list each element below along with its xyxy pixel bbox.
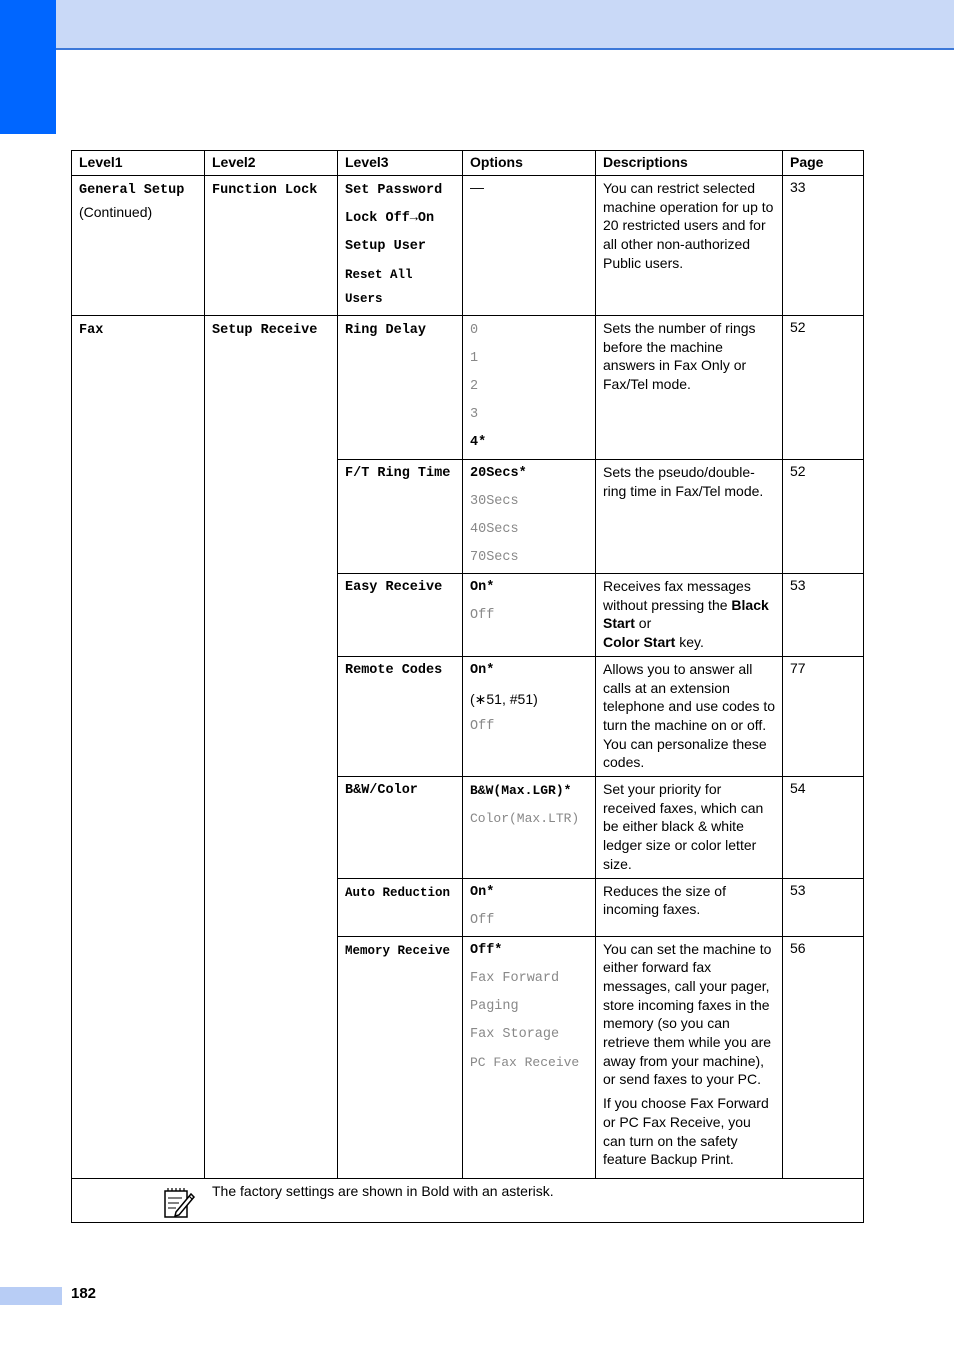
level3-item: Reset All Users (345, 268, 413, 306)
level2-cell (205, 316, 338, 1179)
level2-setup-receive: Setup Receive (212, 323, 318, 338)
description-cell: Sets the pseudo/double-ring time in Fax/Tel mode. (596, 460, 783, 574)
level3-cell (338, 316, 463, 460)
key-black-start: Black Start (603, 596, 769, 632)
level1-continued: (Continued) (79, 204, 153, 220)
option-default: Off* (470, 942, 503, 958)
header-descriptions: Descriptions (596, 151, 783, 176)
description-cell: You can restrict selected machine operation for up to 20 restricted users and for all other non-authorized Public users. (596, 176, 783, 316)
table-row (72, 316, 864, 460)
option-item: 3 (470, 407, 479, 422)
level3-easy-receive: Easy Receive (345, 580, 443, 595)
note-row (72, 1178, 864, 1222)
description-cell (596, 936, 783, 1178)
description-paragraph: You can set the machine to either forward fax messages, call your pager, store incoming faxes in the memory (so you can retrieve them while you are away from your machine), or send faxes to your PC. (603, 940, 772, 1088)
header-band (56, 0, 954, 50)
note-pencil-icon (162, 1185, 196, 1219)
description-cell: Sets the number of rings before the machine answers in Fax Only or Fax/Tel mode. (596, 316, 783, 460)
table-row (72, 176, 864, 316)
level1-cell (72, 316, 205, 1179)
table-header (72, 151, 864, 176)
options-cell (463, 316, 596, 460)
key-color-start: Color Start (603, 634, 676, 651)
option-default: B&W(Max.LGR)* (470, 783, 572, 799)
options-cell (463, 460, 596, 574)
option-item: Color(Max.LTR) (470, 811, 580, 827)
option-item: PC Fax Receive (470, 1054, 580, 1070)
option-item: Off (470, 912, 495, 928)
level1-cell (72, 176, 205, 316)
option-default: 4* (470, 435, 487, 450)
options-dash: — (470, 179, 484, 195)
settings-table (71, 150, 864, 1223)
level2-function-lock: Function Lock (212, 183, 318, 198)
option-item: 40Secs (470, 522, 519, 537)
option-item: 0 (470, 323, 479, 338)
header-options: Options (463, 151, 596, 176)
description-text: key. (679, 634, 704, 651)
level3-cell (338, 574, 463, 657)
level3-cell (338, 656, 463, 776)
description-paragraph: If you choose Fax Forward or PC Fax Receive, you can turn on the safety feature Backup Print. (603, 1095, 769, 1168)
option-default: On* (470, 662, 495, 678)
level3-cell (338, 878, 463, 936)
page-cell: 53 (783, 574, 864, 657)
option-item: 30Secs (470, 494, 519, 509)
page-cell: 52 (783, 316, 864, 460)
page-cell: 53 (783, 878, 864, 936)
note-text: The factory settings are shown in Bold with an asterisk. (212, 1182, 554, 1199)
level3-item: Lock Off→On (345, 211, 435, 226)
options-cell (463, 878, 596, 936)
page-number-tab (0, 1287, 62, 1305)
page-cell: 54 (783, 777, 864, 879)
description-cell: Reduces the size of incoming faxes. (596, 878, 783, 936)
options-cell (463, 656, 596, 776)
option-item: 70Secs (470, 550, 519, 565)
description-text: Receives fax messages without pressing the (603, 578, 751, 613)
level3-memory-receive: Memory Receive (345, 943, 451, 958)
level1-fax: Fax (79, 323, 104, 338)
description-cell (596, 574, 783, 657)
options-cell (463, 777, 596, 879)
level3-bw-color: B&W/Color (345, 783, 418, 799)
level3-cell (338, 777, 463, 879)
option-item: 1 (470, 351, 479, 366)
option-default: On* (470, 884, 495, 900)
header-level2: Level2 (205, 151, 338, 176)
option-default: On* (470, 580, 495, 595)
level3-item: Setup User (345, 239, 427, 254)
option-default: 20Secs* (470, 466, 527, 481)
chapter-tab (0, 0, 56, 134)
option-item: Off (470, 608, 495, 623)
option-item: 2 (470, 379, 479, 394)
option-item: Fax Storage (470, 1026, 560, 1042)
level3-ring-delay: Ring Delay (345, 323, 427, 338)
header-level1: Level1 (72, 151, 205, 176)
level3-remote-codes: Remote Codes (345, 662, 443, 678)
level3-cell (338, 936, 463, 1178)
level2-cell (205, 176, 338, 316)
level3-cell (338, 460, 463, 574)
page-cell: 33 (783, 176, 864, 316)
description-cell: Set your priority for received faxes, which can be either black & white ledger size or color letter size. (596, 777, 783, 879)
level3-item: Set Password (345, 183, 443, 198)
options-cell (463, 936, 596, 1178)
option-item: Off (470, 718, 495, 734)
level3-ft-ring-time: F/T Ring Time (345, 466, 451, 481)
header-level3: Level3 (338, 151, 463, 176)
options-cell (463, 176, 596, 316)
page-cell: 56 (783, 936, 864, 1178)
note-cell (72, 1178, 864, 1222)
option-item: Fax Forward (470, 970, 560, 986)
options-cell (463, 574, 596, 657)
level1-general-setup: General Setup (79, 183, 185, 198)
option-item: Paging (470, 998, 519, 1014)
level3-auto-reduction: Auto Reduction (345, 885, 451, 900)
page-cell: 77 (783, 656, 864, 776)
description-or: or (638, 615, 652, 632)
description-cell: Allows you to answer all calls at an extension telephone and use codes to turn the machine on or off. You can personalize these codes. (596, 656, 783, 776)
page-number: 182 (71, 1285, 97, 1302)
header-page: Page (783, 151, 864, 176)
page-cell: 52 (783, 460, 864, 574)
level3-cell (338, 176, 463, 316)
option-codes: (∗51, #51) (470, 690, 538, 707)
